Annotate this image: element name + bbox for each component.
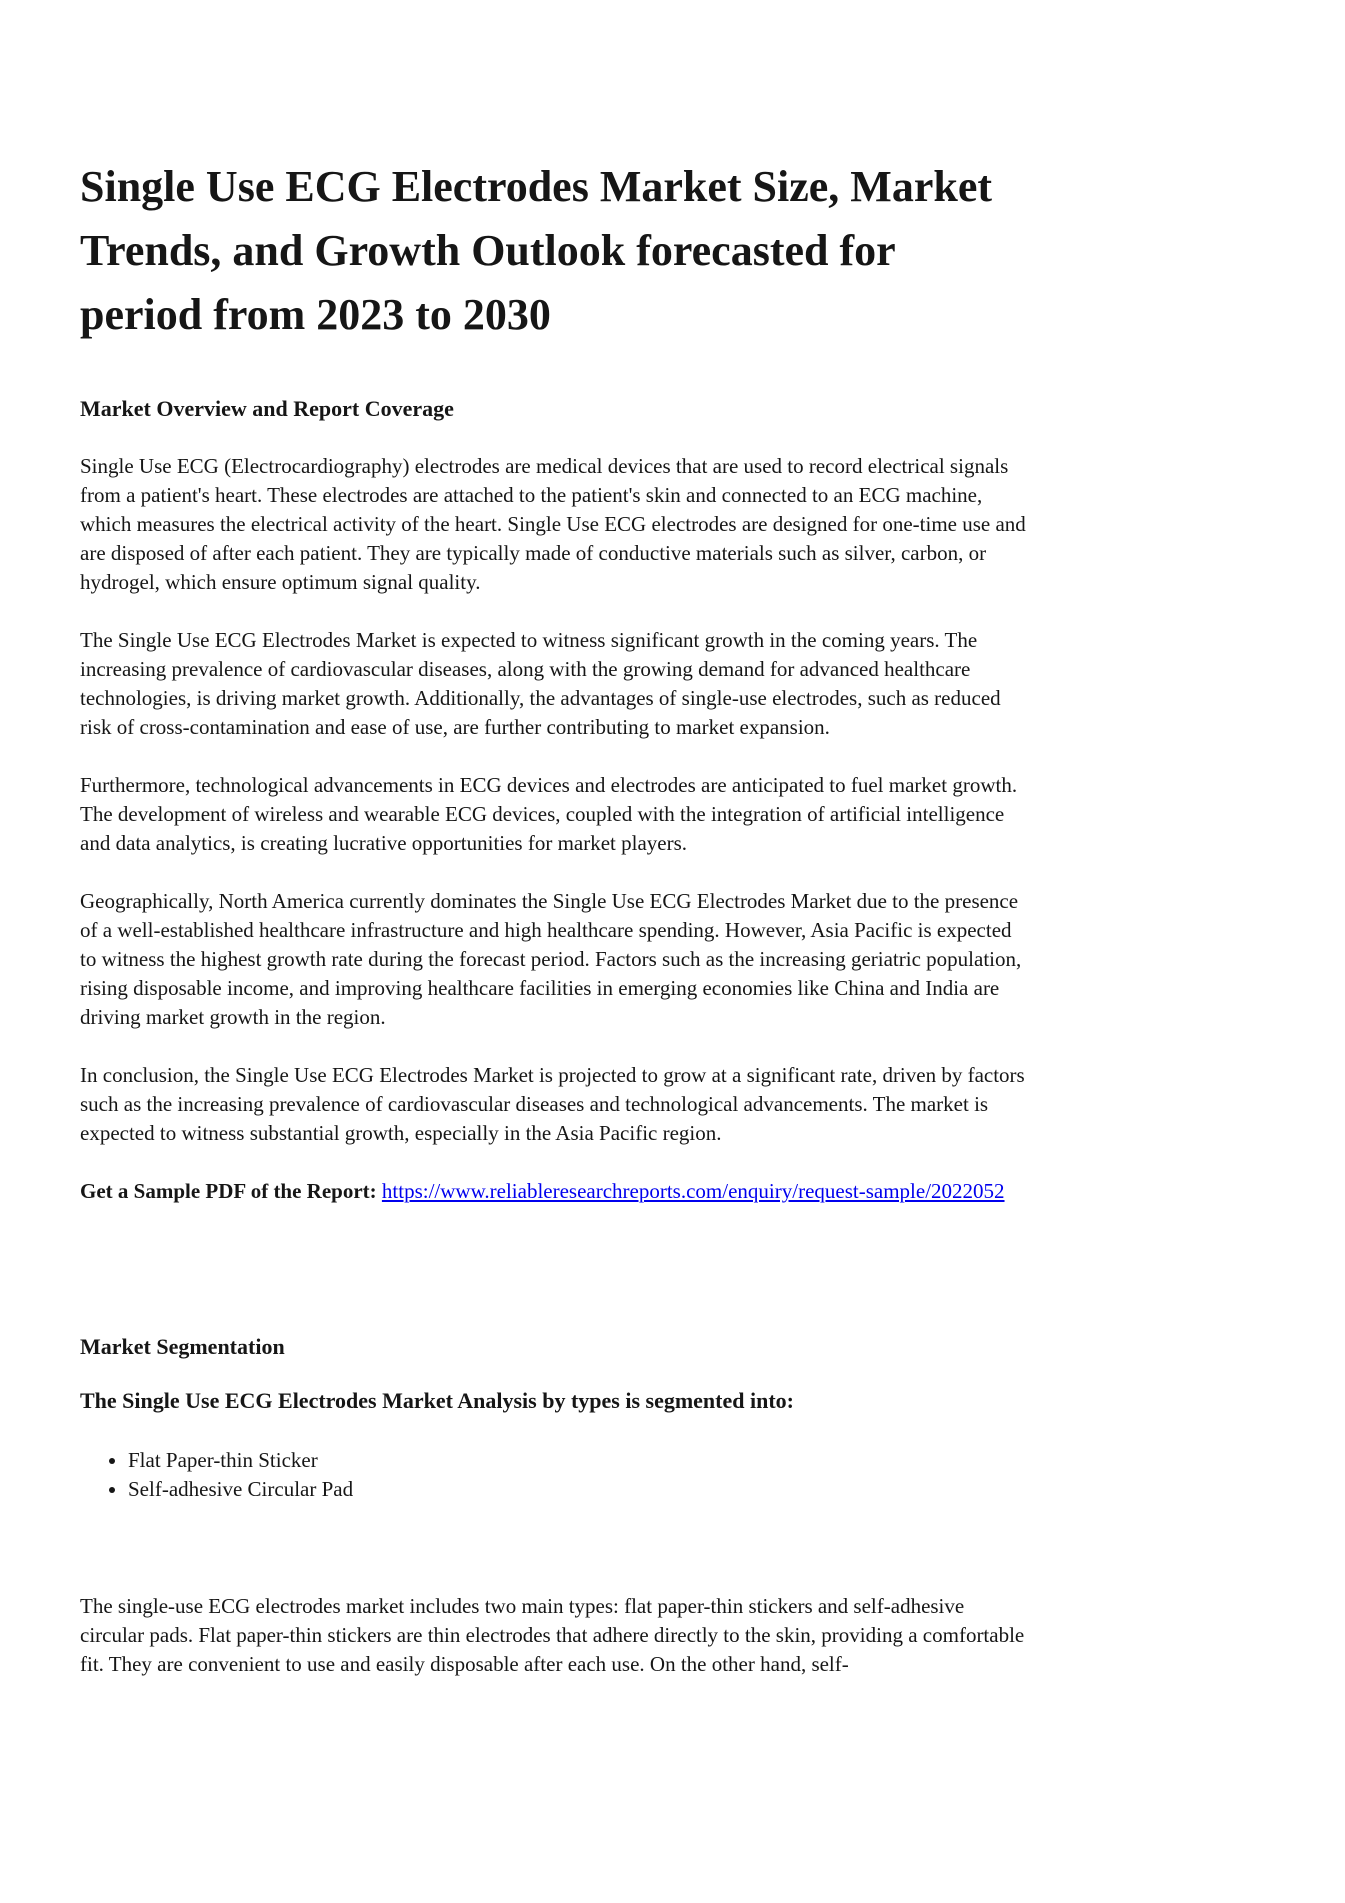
page-title: Single Use ECG Electrodes Market Size, Market Trends, and Growth Outlook forecasted for period from 2023 to 2030 xyxy=(80,162,993,339)
types-description-paragraph: The single-use ECG electrodes market includes two main types: flat paper-thin stickers and self-adhesive circular pads. Flat paper-thin stickers are thin electrodes that adhere directly to the skin, providing a comfortable fit. They are convenient to use and easily disposable after each use. On the other hand, self- xyxy=(80,1594,1025,1676)
sample-pdf-label: Get a Sample PDF of the Report: xyxy=(80,1179,377,1203)
overview-paragraph-5: In conclusion, the Single Use ECG Electrodes Market is projected to grow at a significant rate, driven by factors such as the increasing prevalence of cardiovascular diseases and technological advancements. The market is expected to witness substantial growth, especially in the Asia Pacific region. xyxy=(80,1063,1025,1145)
type-bullet-list xyxy=(80,1446,1032,1504)
sample-cta-line xyxy=(80,1177,1032,1206)
overview-paragraph-1: Single Use ECG (Electrocardiography) electrodes are medical devices that are used to record electrical signals from a patient's heart. These electrodes are attached to the patient's skin and connected to an ECG machine, which measures the electrical activity of the heart. Single Use ECG electrodes are designed for one-time use and are disposed of after each patient. They are typically made of conductive materials such as silver, carbon, or hydrogel, which ensure optimum signal quality. xyxy=(80,454,1026,594)
section-heading-overview: Market Overview and Report Coverage xyxy=(80,396,454,421)
types-segmentation-heading: The Single Use ECG Electrodes Market Analysis by types is segmented into: xyxy=(80,1388,794,1413)
overview-paragraph-3: Furthermore, technological advancements in ECG devices and electrodes are anticipated to fuel market growth. The development of wireless and wearable ECG devices, coupled with the integration of artificial intelligence and data analytics, is creating lucrative opportunities for market players. xyxy=(80,773,1018,855)
overview-paragraph-4: Geographically, North America currently dominates the Single Use ECG Electrodes Market due to the presence of a well-established healthcare infrastructure and high healthcare spending. However, Asia Pacific is expected to witness the highest growth rate during the forecast period. Factors such as the increasing geriatric population, rising disposable income, and improving healthcare facilities in emerging economies like China and India are driving market growth in the region. xyxy=(80,889,1022,1029)
section-heading-segmentation: Market Segmentation xyxy=(80,1334,285,1359)
sample-pdf-link[interactable]: https://www.reliableresearchreports.com/enquiry/request-sample/2022052 xyxy=(381,1179,1005,1203)
overview-paragraph-2: The Single Use ECG Electrodes Market is expected to witness significant growth in the coming years. The increasing prevalence of cardiovascular diseases, along with the growing demand for advanced healthcare technologies, is driving market growth. Additionally, the advantages of single-use electrodes, such as reduced risk of cross-contamination and ease of use, are further contributing to market expansion. xyxy=(80,628,1001,739)
list-item-type-1: • Flat Paper-thin Sticker xyxy=(128,1446,1032,1475)
list-item-type-2: • Self-adhesive Circular Pad xyxy=(128,1475,1032,1504)
document-content xyxy=(80,0,1032,1869)
